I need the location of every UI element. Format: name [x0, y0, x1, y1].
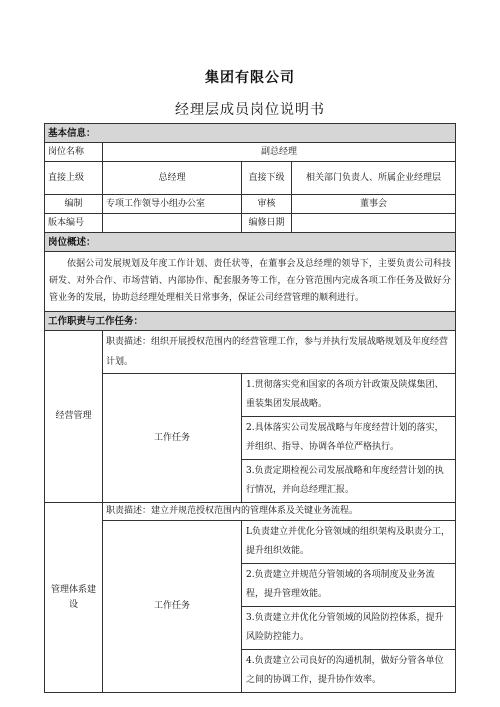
establishment-value: 专项工作领导小组办公室 — [103, 195, 242, 214]
job-description-table — [44, 123, 456, 693]
duty-description: 职责描述：组织开展授权范围内的经营管理工作，参与并执行发展战略规划及年度经营计划。 — [103, 331, 456, 374]
task-item: 3.负责建立并优化分管领域的风险防控体系，提升风险防控能力。 — [242, 607, 456, 650]
duty-group-name: 经营管理 — [45, 331, 103, 503]
task-item: 1.贯彻落实党和国家的各项方针政策及陕煤集团、重装集团发展战略。 — [242, 374, 456, 417]
establishment-label: 编制 — [45, 195, 103, 214]
version-value — [103, 214, 242, 233]
task-item: 3.负责定期检视公司发展战略和年度经营计划的执行情况，并向总经理汇报。 — [242, 460, 456, 503]
duties-header: 工作职责与工作任务： — [45, 312, 456, 331]
superior-value: 总经理 — [103, 162, 242, 195]
revision-date-value — [292, 214, 456, 233]
overview-header: 岗位概述： — [45, 233, 456, 252]
task-item: 4.负责建立公司良好的沟通机制，做好分管各单位之间的协调工作，提升协作效率。 — [242, 650, 456, 693]
subordinate-label: 直接下级 — [242, 162, 292, 195]
approval-value: 董事会 — [292, 195, 456, 214]
approval-label: 审核 — [242, 195, 292, 214]
duty-description: 职责描述：建立并规范授权范围内的管理体系及关键业务流程。 — [103, 503, 456, 521]
position-name-value: 副总经理 — [103, 143, 456, 162]
document-title: 经理层成员岗位说明书 — [175, 102, 325, 118]
task-item: 2.负责建立并规范分管领域的各项制度及业务流程，提升管理效能。 — [242, 564, 456, 607]
company-name: 集团有限公司 — [205, 70, 295, 86]
overview-text: 依据公司发展规划及年度工作计划、责任状等，在董事会及总经理的领导下，主要负责公司科技研发、对外合作、市场营销、内部协作、配套服务等工作，在分管范围内完成各项工作任务及做好分管业务的发展，协助总经理处理相关日常事务，保证公司经营管理的顺利进行。 — [45, 252, 456, 312]
version-label: 版本编号 — [45, 214, 103, 233]
superior-label: 直接上级 — [45, 162, 103, 195]
duty-group-name: 管理体系建设 — [45, 503, 103, 693]
subordinate-value: 相关部门负责人、所属企业经理层 — [292, 162, 456, 195]
task-item: L负责建立并优化分管领域的组织架构及职责分工，提升组织效能。 — [242, 521, 456, 564]
task-item: 2.具体落实公司发展战略与年度经营计划的落实，并组织、指导、协调各单位严格执行。 — [242, 417, 456, 460]
basic-info-header: 基本信息： — [45, 124, 456, 143]
revision-date-label: 编修日期 — [242, 214, 292, 233]
task-label: 工作任务 — [103, 521, 242, 693]
position-name-label: 岗位名称 — [45, 143, 103, 162]
task-label: 工作任务 — [103, 374, 242, 503]
